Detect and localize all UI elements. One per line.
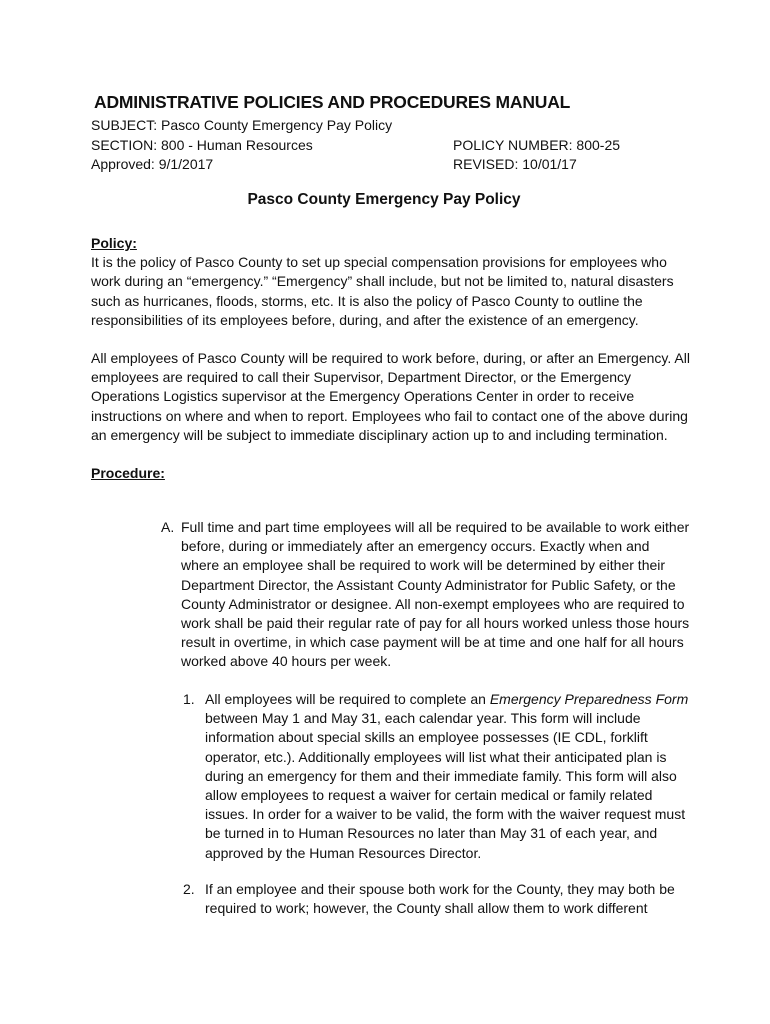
item-2-marker: 2.	[183, 881, 195, 897]
document-title	[0, 191, 770, 209]
policy-number: POLICY NUMBER: 800-25	[453, 136, 621, 153]
meta-row-dates	[91, 155, 691, 175]
policy-heading: Policy:	[91, 235, 137, 251]
policy-section	[91, 234, 691, 483]
subject-line: SUBJECT: Pasco County Emergency Pay Policy	[91, 117, 393, 133]
manual-title: ADMINISTRATIVE POLICIES AND PROCEDURES MANUAL	[94, 92, 571, 112]
policy-paragraph-1: It is the policy of Pasco County to set up special compensation provisions for employees who work during an “emergency.” “Emergency” shall include, but not be limited to, natural disasters such as hurricanes, floods, storms, etc. It is also the policy of Pasco County to outline the responsibilities of its employees before, during, and after the existence of an emergency.	[91, 254, 674, 328]
procedure-item-1	[183, 690, 691, 863]
item-a-marker: A.	[161, 519, 175, 535]
item-1-marker: 1.	[183, 691, 195, 707]
item-2-text: If an employee and their spouse both work for the County, they may both be required to work; however, the County shall allow them to work different	[205, 881, 675, 917]
item-a-text: Full time and part time employees will all be required to be available to work either before, during or immediately after an emergency occurs. Exactly when and where an employee shall be required to work will be determined by either their Department Director, the Assistant County Administrator for Public Safety, or the County Administrator or designee. All non-exempt employees who are required to work shall be paid their regular rate of pay for all hours worked unless those hours result in overtime, in which case payment will be at time and one half for all hours worked above 40 hours per week.	[181, 519, 690, 670]
item-1-form-name: Emergency Preparedness Form	[489, 691, 689, 707]
document-meta	[91, 116, 691, 175]
item-1-text-after: between May 1 and May 31, each calendar year. This form will include information about special skills an employee possesses (IE CDL, forklift operator, etc.). Additionally employees will list what their anticipated plan is during an emergency for them and their immediate family. This form will also allow employees to request a waiver for certain medical or family related issues. In order for a waiver to be valid, the form with the waiver request must be turned in to Human Resources no later than May 31 of each year, and approved by the Human Resources Director.	[205, 710, 686, 861]
revised-date: REVISED: 10/01/17	[453, 156, 577, 172]
policy-paragraph-2: All employees of Pasco County will be required to work before, during, or after an Emergency. All employees are required to call their Supervisor, Department Director, or the Emergency Operations Logistics supervisor at the Emergency Operations Center in order to receive instructions on where and when to report. Employees who fail to contact one of the above during an emergency will be subject to immediate disciplinary action up to and including termination.	[91, 350, 690, 443]
approved-date: Approved: 9/1/2017	[91, 156, 214, 172]
item-1-text	[183, 690, 691, 863]
item-1-text-before: All employees will be required to complete an	[205, 691, 490, 707]
document-title-text: Pasco County Emergency Pay Policy	[247, 191, 521, 208]
procedure-item-a	[161, 518, 691, 672]
procedure-heading: Procedure:	[91, 465, 165, 482]
meta-row-section	[91, 136, 691, 156]
procedure-item-2	[183, 880, 691, 918]
section-line: SECTION: 800 - Human Resources	[91, 136, 313, 153]
